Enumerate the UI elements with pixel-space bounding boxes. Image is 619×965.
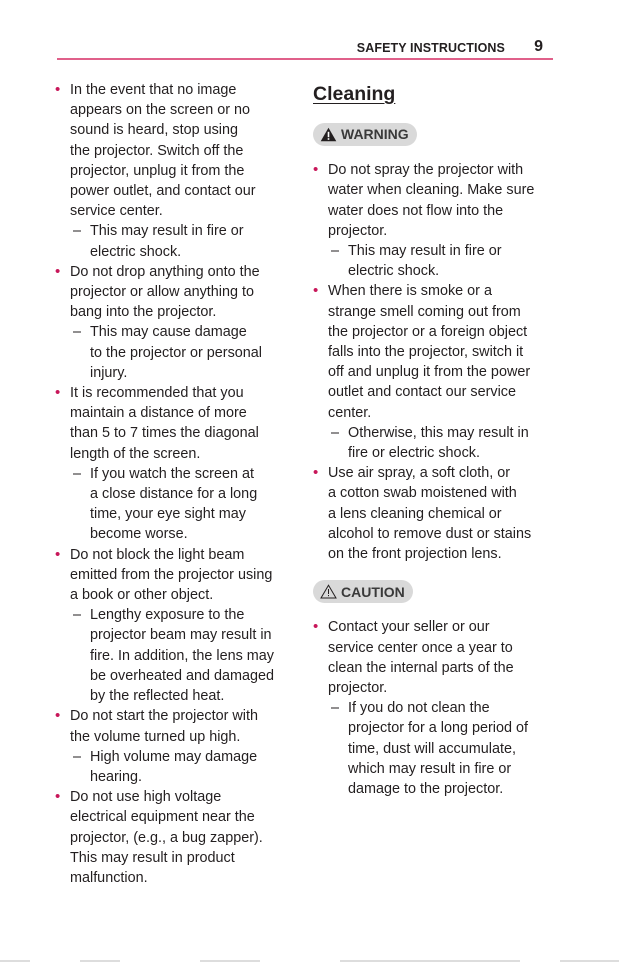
sub-line: hearing.: [90, 768, 143, 785]
bullet-line: projector.: [328, 680, 388, 697]
sub-line: to the projector or personal: [90, 344, 262, 361]
sub-item: [55, 464, 280, 545]
bullet-line: clean the internal parts of the: [328, 659, 514, 676]
sub-line: a close distance for a long: [90, 486, 258, 503]
bullet-item: [55, 545, 280, 606]
bullet-item: [313, 617, 543, 698]
bullet-line: • Do not spray the projector with: [328, 162, 524, 179]
sub-line: which may result in fire or: [348, 760, 512, 777]
bullet-line: service center.: [70, 203, 163, 220]
bullet-line: water when cleaning. Make sure: [328, 182, 535, 199]
bullet-item: [313, 281, 543, 422]
sub-line: – This may result in fire or: [348, 243, 502, 260]
bullet-line: • Do not use high voltage: [70, 789, 222, 806]
sub-item: [55, 747, 280, 787]
bullet-line: projector, unplug it from the: [70, 162, 245, 179]
bullet-line: • Do not drop anything onto the: [70, 263, 260, 280]
sub-line: fire or electric shock.: [348, 445, 480, 462]
bullet-item: [55, 262, 280, 323]
right-column: [313, 80, 543, 799]
bullet-line: than 5 to 7 times the diagonal: [70, 425, 259, 442]
bullet-line: off and unplug it from the power: [328, 364, 531, 381]
bullet-item: [55, 80, 280, 221]
sub-item: [55, 605, 280, 706]
bullet-line: strange smell coming out from: [328, 303, 521, 320]
bullet-line: power outlet, and contact our: [70, 183, 256, 200]
bullet-line: projector or allow anything to: [70, 284, 254, 301]
bullet-line: the projector. Switch off the: [70, 142, 244, 159]
sub-line: electric shock.: [348, 263, 440, 280]
bullet-line: electrical equipment near the: [70, 809, 255, 826]
bullet-line: water does not flow into the: [328, 202, 504, 219]
sub-item: [313, 241, 543, 281]
bullet-line: a cotton swab moistened with: [328, 485, 517, 502]
sub-item: [55, 221, 280, 261]
bullet-line: • Contact your seller or our: [328, 619, 490, 636]
bullet-line: alcohol to remove dust or stains: [328, 525, 532, 542]
bullet-line: a lens cleaning chemical or: [328, 505, 502, 522]
header-title: SAFETY INSTRUCTIONS: [356, 41, 505, 55]
bullet-line: This may result in product: [70, 849, 235, 866]
page-header: [57, 38, 553, 60]
sub-line: – High volume may damage: [90, 748, 258, 765]
sub-line: projector for a long period of: [348, 720, 528, 737]
warning-label: WARNING: [341, 126, 409, 143]
bullet-line: • Do not block the light beam: [70, 546, 245, 563]
bullet-line: • Do not start the projector with: [70, 708, 258, 725]
sub-line: projector beam may result in: [90, 627, 272, 644]
bullet-line: the volume turned up high.: [70, 728, 241, 745]
bullet-line: • When there is smoke or a: [328, 283, 492, 300]
bullet-line: maintain a distance of more: [70, 405, 247, 422]
bullet-line: projector.: [328, 222, 388, 239]
bullet-line: length of the screen.: [70, 445, 201, 462]
bullet-line: projector, (e.g., a bug zapper).: [70, 829, 263, 846]
bullet-line: falls into the projector, switch it: [328, 344, 524, 361]
bullet-item: [55, 706, 280, 746]
sub-item: [55, 322, 280, 383]
bullet-line: service center once a year to: [328, 639, 513, 656]
left-column: [55, 80, 280, 888]
sub-line: damage to the projector.: [348, 781, 504, 798]
sub-item: [313, 698, 543, 799]
sub-line: – Lengthy exposure to the: [90, 607, 245, 624]
page-number: 9: [534, 38, 543, 55]
bullet-line: emitted from the projector using: [70, 566, 273, 583]
bullet-line: the projector or a foreign object: [328, 323, 528, 340]
sub-line: time, your eye sight may: [90, 506, 246, 523]
bullet-item: [55, 787, 280, 888]
sub-line: – This may result in fire or: [90, 223, 244, 240]
caution-triangle-icon: [320, 584, 337, 599]
header-rule: [57, 58, 553, 60]
bullet-line: • In the event that no image: [70, 82, 237, 98]
bullet-line: a book or other object.: [70, 587, 214, 604]
sub-line: be overheated and damaged: [90, 667, 275, 684]
bullet-item: [313, 160, 543, 241]
sub-line: electric shock.: [90, 243, 182, 260]
bullet-line: malfunction.: [70, 869, 148, 886]
bullet-line: sound is heard, stop using: [70, 122, 239, 139]
sub-line: – If you do not clean the: [348, 700, 490, 717]
bullet-item: [313, 463, 543, 564]
warning-triangle-icon: [320, 127, 337, 142]
sub-line: – If you watch the screen at: [90, 465, 254, 482]
sub-line: become worse.: [90, 526, 188, 543]
caution-badge: [313, 580, 413, 603]
sub-line: by the reflected heat.: [90, 688, 225, 705]
sub-line: – This may cause damage: [90, 324, 247, 341]
printer-marks: [0, 957, 619, 965]
warning-list: [313, 160, 543, 564]
sub-line: – Otherwise, this may result in: [348, 424, 529, 441]
bullet-item: [55, 383, 280, 464]
caution-list: [313, 617, 543, 799]
sub-line: injury.: [90, 364, 128, 381]
bullet-line: outlet and contact our service: [328, 384, 516, 401]
bullet-line: • It is recommended that you: [70, 385, 244, 402]
caution-label: CAUTION: [341, 583, 405, 600]
sub-item: [313, 423, 543, 463]
bullet-line: center.: [328, 404, 372, 421]
bullet-line: bang into the projector.: [70, 304, 217, 321]
warning-badge: [313, 123, 417, 146]
bullet-line: appears on the screen or no: [70, 102, 251, 119]
section-title-cleaning: Cleaning: [313, 83, 396, 105]
bullet-line: • Use air spray, a soft cloth, or: [328, 465, 511, 482]
sub-line: fire. In addition, the lens may: [90, 647, 274, 664]
sub-line: time, dust will accumulate,: [348, 740, 516, 757]
bullet-line: on the front projection lens.: [328, 546, 502, 563]
